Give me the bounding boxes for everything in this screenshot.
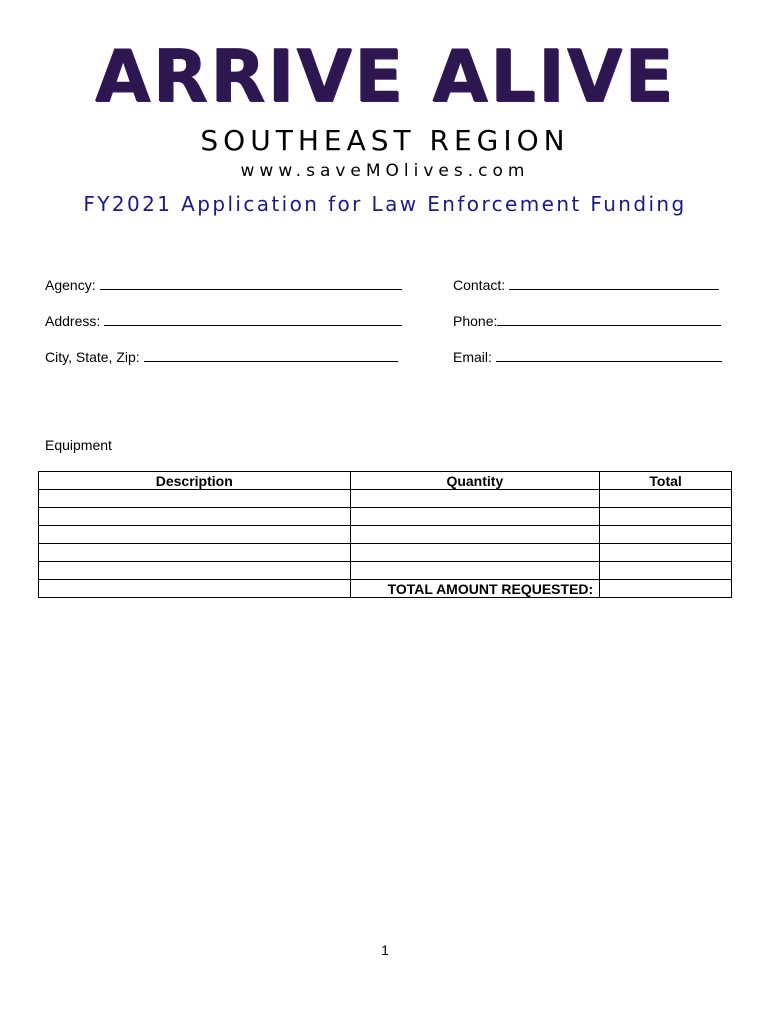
total-amount-requested-label: TOTAL AMOUNT REQUESTED: bbox=[350, 580, 600, 598]
column-header-quantity: Quantity bbox=[350, 472, 600, 490]
address-field[interactable] bbox=[45, 313, 402, 329]
address-blank[interactable] bbox=[104, 313, 402, 326]
table-row bbox=[39, 544, 732, 562]
table-header-row bbox=[39, 472, 732, 490]
total-amount-requested-value[interactable] bbox=[600, 580, 732, 598]
total-cell[interactable] bbox=[600, 544, 732, 562]
table-row bbox=[39, 526, 732, 544]
contact-field[interactable] bbox=[453, 277, 719, 293]
description-cell[interactable] bbox=[39, 490, 351, 508]
total-row-spacer bbox=[39, 580, 351, 598]
description-cell[interactable] bbox=[39, 508, 351, 526]
address-label: Address: bbox=[45, 313, 101, 329]
table-row bbox=[39, 562, 732, 580]
table-row bbox=[39, 490, 732, 508]
city-state-zip-blank[interactable] bbox=[144, 349, 398, 362]
phone-label: Phone: bbox=[453, 313, 498, 329]
column-header-total: Total bbox=[600, 472, 732, 490]
contact-label: Contact: bbox=[453, 277, 506, 293]
description-cell[interactable] bbox=[39, 526, 351, 544]
agency-blank[interactable] bbox=[100, 277, 402, 290]
total-cell[interactable] bbox=[600, 490, 732, 508]
total-cell[interactable] bbox=[600, 526, 732, 544]
column-header-description: Description bbox=[39, 472, 351, 490]
website-url: www.saveMOlives.com bbox=[240, 161, 530, 181]
equipment-table bbox=[38, 471, 732, 598]
agency-label: Agency: bbox=[45, 277, 96, 293]
agency-field[interactable] bbox=[45, 277, 402, 293]
total-cell[interactable] bbox=[600, 562, 732, 580]
description-cell[interactable] bbox=[39, 544, 351, 562]
region-title: SOUTHEAST REGION bbox=[200, 124, 570, 157]
description-cell[interactable] bbox=[39, 562, 351, 580]
arrive-alive-logo: ARRIVE ALIVE bbox=[94, 34, 676, 118]
email-label: Email: bbox=[453, 349, 492, 365]
phone-field[interactable] bbox=[453, 313, 721, 329]
page-number: 1 bbox=[381, 942, 389, 958]
total-row bbox=[39, 580, 732, 598]
application-title: FY2021 Application for Law Enforcement Funding bbox=[83, 192, 687, 216]
contact-blank[interactable] bbox=[509, 277, 719, 290]
quantity-cell[interactable] bbox=[350, 526, 600, 544]
table-row bbox=[39, 508, 732, 526]
city-state-zip-label: City, State, Zip: bbox=[45, 349, 140, 365]
email-field[interactable] bbox=[453, 349, 722, 365]
quantity-cell[interactable] bbox=[350, 544, 600, 562]
total-cell[interactable] bbox=[600, 508, 732, 526]
email-blank[interactable] bbox=[496, 349, 722, 362]
equipment-label: Equipment bbox=[45, 437, 112, 453]
city-state-zip-field[interactable] bbox=[45, 349, 398, 365]
quantity-cell[interactable] bbox=[350, 490, 600, 508]
quantity-cell[interactable] bbox=[350, 562, 600, 580]
quantity-cell[interactable] bbox=[350, 508, 600, 526]
phone-blank[interactable] bbox=[497, 313, 721, 326]
